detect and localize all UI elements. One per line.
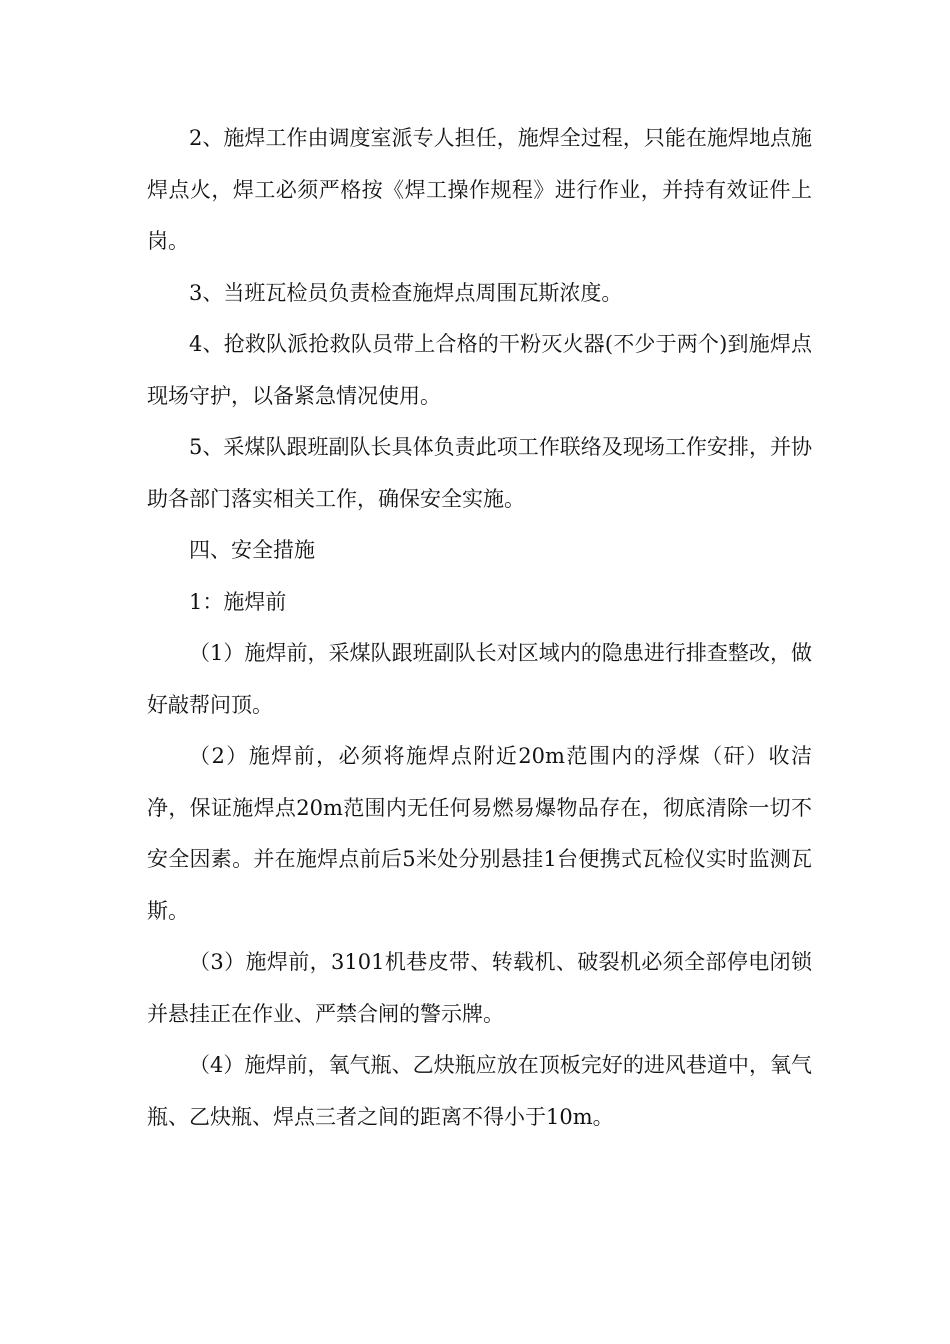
paragraph-item-1: （1）施焊前，采煤队跟班副队长对区域内的隐患进行排查整改，做好敲帮问顶。 <box>147 641 812 717</box>
document-body <box>147 113 812 1143</box>
paragraph-item-3: （3）施焊前，3101机巷皮带、转载机、破裂机必须全部停电闭锁并悬挂正在作业、严禁合闸的警示牌。 <box>147 950 812 1026</box>
subsection-heading-before-welding: 1：施焊前 <box>189 589 287 614</box>
paragraph-welding-staff: 2、施焊工作由调度室派专人担任，施焊全过程，只能在施焊地点施焊点火，焊工必须严格按《焊工操作规程》进行作业，并持有效证件上岗。 <box>147 126 812 253</box>
paragraph-item-2: （2）施焊前，必须将施焊点附近20m范围内的浮煤（矸）收洁净，保证施焊点20m范围内无任何易燃易爆物品存在，彻底清除一切不安全因素。并在施焊点前后5米处分别悬挂1台便携式瓦检仪实时监测瓦斯。 <box>147 744 812 923</box>
paragraph-rescue-team: 4、抢救队派抢救队员带上合格的干粉灭火器(不少于两个)到施焊点现场守护，以备紧急情况使用。 <box>147 332 812 408</box>
paragraph-gas-inspection: 3、当班瓦检员负责检查施焊点周围瓦斯浓度。 <box>189 280 623 305</box>
section-heading-safety-measures: 四、安全措施 <box>189 538 315 562</box>
paragraph-item-4: （4）施焊前，氧气瓶、乙炔瓶应放在顶板完好的进风巷道中，氧气瓶、乙炔瓶、焊点三者之间的距离不得小于10m。 <box>147 1053 812 1129</box>
paragraph-deputy-captain: 5、采煤队跟班副队长具体负责此项工作联络及现场工作安排，并协助各部门落实相关工作，确保安全实施。 <box>147 435 812 511</box>
